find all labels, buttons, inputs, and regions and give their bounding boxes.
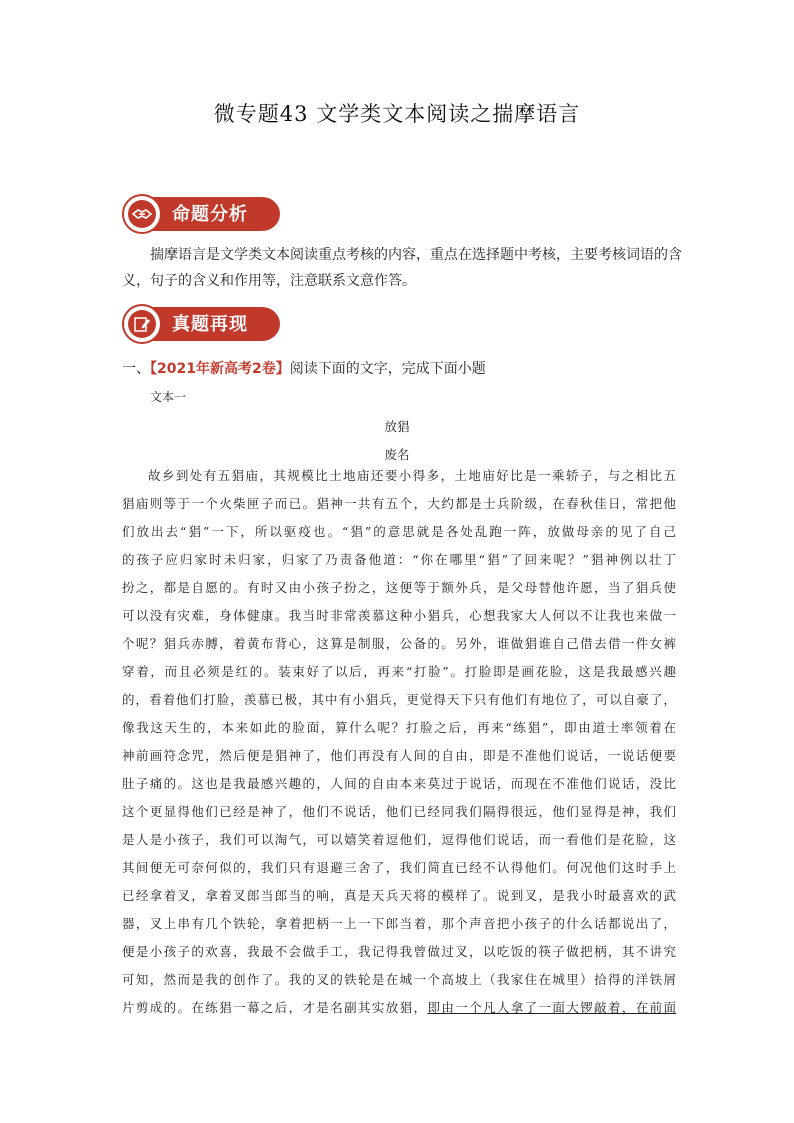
pencil-edit-icon <box>133 315 151 333</box>
essay-line: 扮之，都是自愿的。有时又由小孩子扮之，这便等于额外兵，是父母替他许愿，当了猖兵使 <box>122 580 676 595</box>
page-title: 微专题43 文学类文本阅读之揣摩语言 <box>213 102 581 126</box>
handshake-icon <box>132 207 152 221</box>
essay-line: 神前画符念咒，然后便是猖神了，他们再没有人间的自由，即是不准他们说话，一说话便要 <box>122 748 676 763</box>
essay-body <box>122 462 676 1022</box>
essay-line: 故乡到处有五猖庙，其规模比土地庙还要小得多，土地庙好比是一乘轿子，与之相比五 <box>148 468 676 483</box>
essay-line: 肚子痛的。这也是我最感兴趣的，人间的自由本来莫过于说话，而现在不准他们说话，没比 <box>122 776 676 791</box>
section-label-real-questions: 真题再现 <box>172 314 248 335</box>
essay-line: 已经拿着叉，拿着叉郎当郎当的响，真是天兵天将的模样了。说到叉，是我小时最喜欢的武 <box>122 888 676 903</box>
banner-circle <box>122 304 162 344</box>
essay-line-last-plain: 片剪成的。在练猖一幕之后，才是名副其实放猖， <box>122 1000 428 1015</box>
essay-line: 穿着，而且必须是红的。装束好了以后，再来“打脸”。打脸即是画花脸，这是我最感兴趣 <box>122 664 676 679</box>
question-source-tag: 【2021年新高考2卷】 <box>150 361 290 377</box>
essay-line: 器，叉上串有几个铁轮，拿着把柄一上一下郎当着，那个声音把小孩子的什么话都说出了， <box>122 916 676 931</box>
essay-line: 是人是小孩子，我们可以淘气，可以嬉笑着逗他们，逗得他们说话，而一看他们是花脸，这 <box>122 832 676 847</box>
essay-title: 放猖 <box>384 419 410 434</box>
banner-circle <box>122 194 162 234</box>
essay-line: 猖庙则等于一个火柴匣子而已。猖神一共有五个，大约都是士兵阶级，在春秋佳日，常把他 <box>122 496 676 511</box>
analysis-paragraph: 揣摩语言是文学类文本阅读重点考核的内容，重点在选择题中考核，主要考核词语的含义，句子的含义和作用等，注意联系文意作答。 <box>122 247 682 289</box>
essay-line-last <box>122 994 676 1022</box>
essay-line: 的孩子应归家时未归家，归家了乃责备他道：“你在哪里“猖”了回来呢？”猖神例以壮丁 <box>122 552 676 567</box>
question-prefix: 一、 <box>122 361 150 377</box>
essay-line: 可以没有灾难，身体健康。我当时非常羡慕这种小猖兵，心想我家大人何以不让我也来做一 <box>122 608 676 623</box>
question-heading <box>122 358 486 378</box>
essay-line: 个呢？猖兵赤膊，着黄布背心，这算是制服，公备的。另外，谁做猖谁自己借去借一件女裤 <box>122 636 676 651</box>
essay-line: 的，看着他们打脸，羡慕已极，其中有小猖兵，更觉得天下只有他们有地位了，可以自豪了， <box>122 692 676 707</box>
essay-line: 这个更显得他们已经是神了，他们不说话，他们已经同我们隔得很远，他们显得是神，我们 <box>122 804 676 819</box>
section-banner-real-questions <box>122 304 282 344</box>
essay-line-last-underlined: 即由一个凡人拿了一面大锣敲着，在前面 <box>427 1000 676 1015</box>
essay-line: 像我这天生的，本来如此的脸面，算什么呢？打脸之后，再来“练猖”，即由道士率领着在 <box>122 720 676 735</box>
text-label: 文本一 <box>150 390 187 404</box>
essay-line: 们放出去“猖”一下，所以驱疫也。“猖”的意思就是各处乱跑一阵，放做母亲的见了自己 <box>122 524 676 539</box>
essay-line: 可知，然而是我的创作了。我的叉的铁轮是在城一个高坡上（我家住在城里）拾得的洋铁屑 <box>122 972 676 987</box>
essay-line: 其间便无可奈何似的，我们只有退避三舍了，我们简直已经不认得他们。何况他们这时手上 <box>122 860 676 875</box>
section-banner-analysis <box>122 194 282 234</box>
question-text: 阅读下面的文字，完成下面小题 <box>289 361 486 377</box>
essay-line: 便是小孩子的欢喜，我最不会做手工，我记得我曾做过叉，以吃饭的筷子做把柄，其不讲究 <box>122 944 676 959</box>
essay-author: 废名 <box>384 447 410 462</box>
section-label-analysis: 命题分析 <box>172 204 248 225</box>
